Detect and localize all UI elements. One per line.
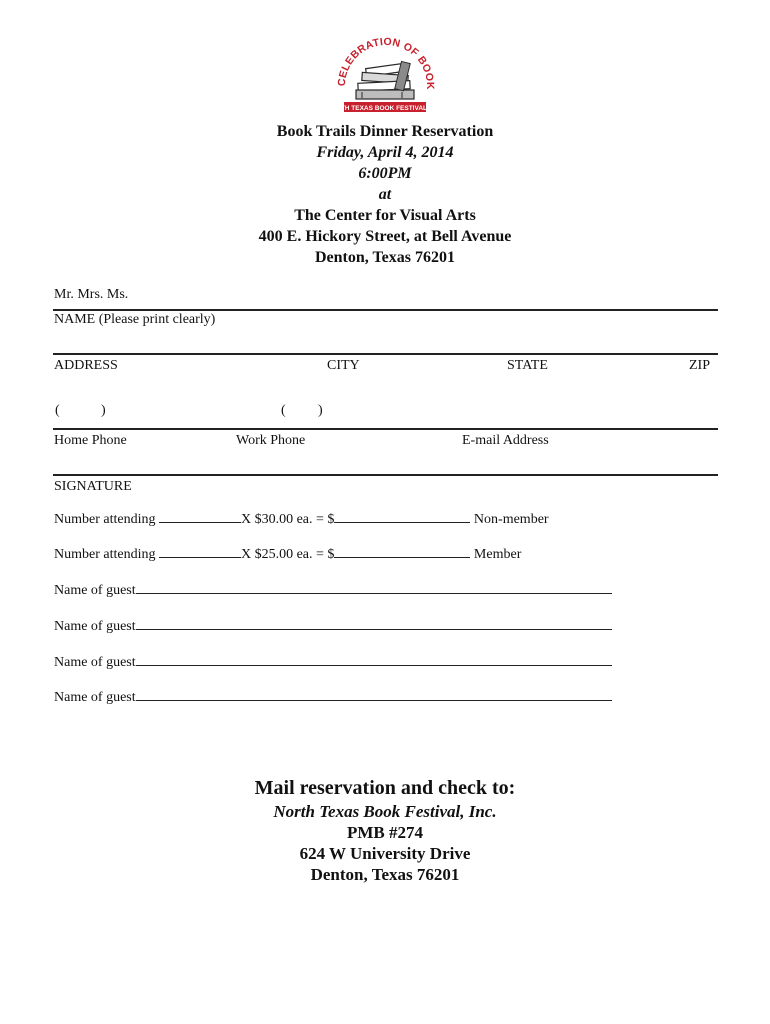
festival-logo-graphic [332, 24, 438, 116]
member-total-field[interactable] [334, 544, 470, 558]
guest-name-field[interactable] [136, 687, 612, 701]
home-area-code-open: ( [55, 403, 60, 418]
signature-label: SIGNATURE [54, 479, 132, 494]
mail-pmb: PMB #274 [346, 823, 424, 842]
attendance-row-nonmember [54, 509, 549, 528]
phone-line[interactable] [53, 428, 718, 430]
logo-banner-text: NORTH TEXAS BOOK FESTIVAL, INC. [332, 105, 438, 112]
attendance-prefix: Number attending [54, 547, 156, 562]
book-stack-icon [356, 61, 414, 99]
event-header [0, 121, 770, 268]
guest-label: Name of guest [54, 583, 136, 598]
attendance-price: X $25.00 ea. = $ [240, 547, 335, 562]
address-line[interactable] [53, 353, 718, 355]
guest-row [54, 652, 612, 671]
signature-line[interactable] [53, 474, 718, 476]
guest-row [54, 616, 612, 635]
event-at: at [378, 186, 392, 203]
guest-name-field[interactable] [136, 652, 612, 666]
event-date: Friday, April 4, 2014 [316, 144, 454, 161]
guest-name-field[interactable] [136, 580, 612, 594]
home-area-code-close: ) [101, 403, 106, 418]
event-venue: The Center for Visual Arts [294, 207, 476, 224]
city-label: CITY [327, 358, 360, 373]
email-label: E-mail Address [462, 433, 549, 448]
mail-heading: Mail reservation and check to: [254, 777, 516, 799]
work-area-code-close: ) [318, 403, 323, 418]
home-phone-label: Home Phone [54, 433, 127, 448]
mail-street: 624 W University Drive [299, 844, 471, 863]
attendance-type: Member [473, 547, 522, 562]
nonmember-count-field[interactable] [159, 509, 241, 523]
logo-arc-text: CELEBRATION OF BOOK [335, 35, 437, 90]
attendance-type: Non-member [473, 512, 549, 527]
mail-city: Denton, Texas 76201 [310, 865, 460, 884]
guest-name-field[interactable] [136, 616, 612, 630]
salutation-label: Mr. Mrs. Ms. [54, 287, 129, 302]
event-title: Book Trails Dinner Reservation [276, 123, 494, 140]
state-label: STATE [507, 358, 548, 373]
event-city: Denton, Texas 76201 [314, 249, 456, 266]
festival-logo [332, 24, 438, 116]
attendance-row-member [54, 544, 521, 563]
guest-row [54, 580, 612, 599]
mail-to-block [0, 775, 770, 885]
mail-org: North Texas Book Festival, Inc. [273, 802, 497, 821]
event-street: 400 E. Hickory Street, at Bell Avenue [258, 228, 512, 245]
address-label: ADDRESS [54, 358, 118, 373]
work-phone-label: Work Phone [236, 433, 306, 448]
attendance-price: X $30.00 ea. = $ [240, 512, 335, 527]
name-label: NAME (Please print clearly) [54, 312, 216, 327]
guest-label: Name of guest [54, 655, 136, 670]
member-count-field[interactable] [159, 544, 241, 558]
guest-label: Name of guest [54, 690, 136, 705]
work-area-code-open: ( [281, 403, 286, 418]
event-time: 6:00PM [358, 165, 412, 182]
name-line[interactable] [53, 309, 718, 311]
zip-label: ZIP [689, 358, 710, 373]
nonmember-total-field[interactable] [334, 509, 470, 523]
attendance-prefix: Number attending [54, 512, 156, 527]
guest-row [54, 687, 612, 706]
guest-label: Name of guest [54, 619, 136, 634]
